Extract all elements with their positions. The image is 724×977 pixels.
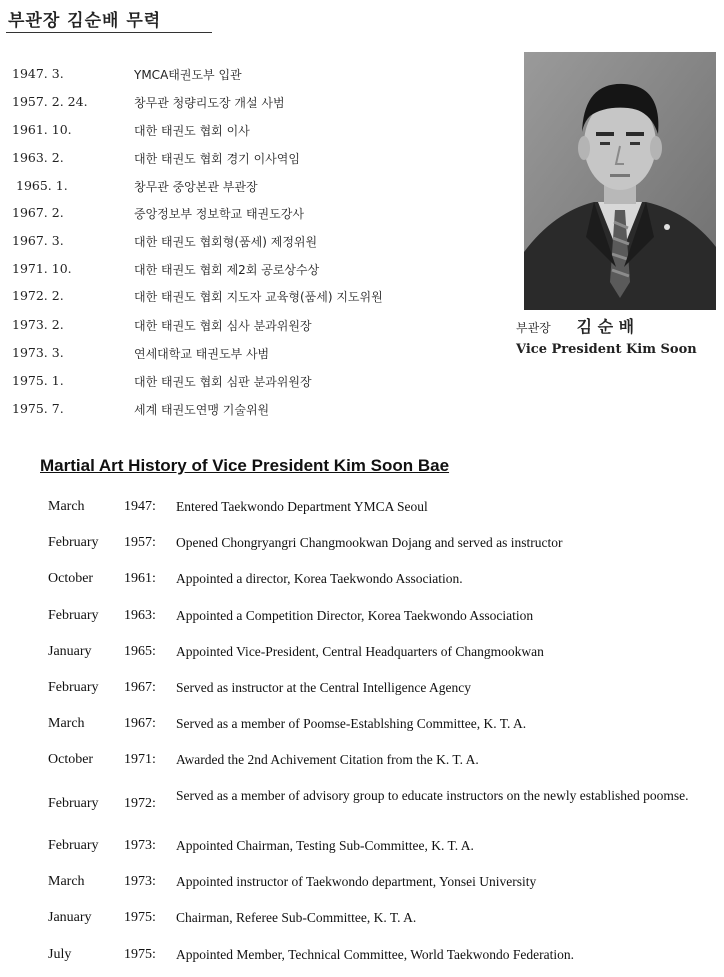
- english-text: Served as a member of advisory group to educate instructors on the newly established poomse.: [176, 788, 689, 803]
- english-year: 1971:: [124, 752, 156, 767]
- english-year: 1965:: [124, 644, 156, 659]
- english-text: Chairman, Referee Sub-Committee, K. T. A.: [176, 910, 417, 925]
- photo-caption-korean: [516, 314, 634, 337]
- korean-date: 1973. 2.: [12, 317, 64, 332]
- english-month: January: [48, 910, 92, 925]
- english-year: 1947:: [124, 499, 156, 514]
- english-month: March: [48, 716, 85, 731]
- english-text: Served as instructor at the Central Intelligence Agency: [176, 680, 472, 695]
- english-month: February: [48, 608, 99, 623]
- korean-text: 대한 태권도 협회 제2회 공로상수상: [134, 263, 320, 277]
- korean-date: 1967. 3.: [12, 233, 64, 248]
- photo-caption-english: Vice President Kim Soon: [516, 342, 697, 357]
- english-text: Entered Taekwondo Department YMCA Seoul: [176, 499, 428, 514]
- english-month: January: [48, 644, 92, 659]
- title-underline: [6, 32, 212, 33]
- caption-name: 김 순 배: [576, 317, 635, 336]
- english-text: Opened Chongryangri Changmookwan Dojang and served as instructor: [176, 535, 563, 550]
- korean-text: 대한 태권도 협회 심사 분과위원장: [134, 319, 312, 333]
- english-month: July: [48, 947, 72, 962]
- english-month: March: [48, 499, 85, 514]
- english-month: October: [48, 571, 94, 586]
- korean-title: 부관장 김순배 무력: [8, 11, 162, 31]
- portrait-illustration: [524, 52, 716, 310]
- english-year: 1975:: [124, 910, 156, 925]
- korean-date: 1967. 2.: [12, 205, 64, 220]
- english-year: 1961:: [124, 571, 156, 586]
- korean-date: 1947. 3.: [12, 66, 64, 81]
- korean-text: 창무관 청량리도장 개설 사범: [134, 96, 285, 110]
- english-year: 1972:: [124, 796, 156, 811]
- korean-date: 1961. 10.: [12, 122, 72, 137]
- korean-date: 1965. 1.: [16, 178, 68, 193]
- english-text: Awarded the 2nd Achivement Citation from the K. T. A.: [176, 752, 479, 767]
- english-text: Served as a member of Poomse-Establshing Committee, K. T. A.: [176, 716, 527, 731]
- korean-date: 1957. 2. 24.: [12, 94, 88, 109]
- english-text: Appointed a director, Korea Taekwondo Association.: [176, 571, 463, 586]
- english-month: March: [48, 874, 85, 889]
- korean-text: 중앙정보부 정보학교 태권도강사: [134, 207, 304, 221]
- english-text: Appointed Vice-President, Central Headquarters of Changmookwan: [176, 644, 544, 659]
- korean-date: 1972. 2.: [12, 288, 64, 303]
- korean-text: 창무관 중앙본관 부관장: [134, 180, 258, 194]
- english-month: February: [48, 838, 99, 853]
- korean-text: 세계 태권도연맹 기술위원: [134, 403, 270, 417]
- korean-date: 1975. 1.: [12, 373, 64, 388]
- korean-date: 1973. 3.: [12, 345, 64, 360]
- english-year: 1973:: [124, 874, 156, 889]
- korean-text: YMCA태권도부 입관: [134, 68, 242, 82]
- english-month: October: [48, 752, 94, 767]
- korean-text: 대한 태권도 협회형(품세) 제정위원: [134, 235, 318, 249]
- korean-date: 1975. 7.: [12, 401, 64, 416]
- english-year: 1967:: [124, 716, 156, 731]
- english-year: 1973:: [124, 838, 156, 853]
- english-text: Appointed instructor of Taekwondo department, Yonsei University: [176, 874, 537, 889]
- english-year: 1975:: [124, 947, 156, 962]
- english-year: 1967:: [124, 680, 156, 695]
- english-month: February: [48, 796, 99, 811]
- korean-text: 연세대학교 태권도부 사범: [134, 347, 270, 361]
- english-title: Martial Art History of Vice President Kim Soon Bae: [40, 456, 450, 475]
- english-text: Appointed a Competition Director, Korea Taekwondo Association: [176, 608, 534, 623]
- caption-role: 부관장: [516, 321, 551, 335]
- korean-date: 1963. 2.: [12, 150, 64, 165]
- english-year: 1963:: [124, 608, 156, 623]
- english-month: February: [48, 680, 99, 695]
- english-year: 1957:: [124, 535, 156, 550]
- english-text: Appointed Member, Technical Committee, World Taekwondo Federation.: [176, 947, 575, 962]
- korean-text: 대한 태권도 협회 경기 이사역임: [134, 152, 300, 166]
- english-text: Appointed Chairman, Testing Sub-Committee, K. T. A.: [176, 838, 474, 853]
- korean-text: 대한 태권도 협회 심판 분과위원장: [134, 375, 312, 389]
- portrait-photo: [524, 52, 716, 310]
- korean-date: 1971. 10.: [12, 261, 72, 276]
- korean-text: 대한 태권도 협회 이사: [134, 124, 250, 138]
- korean-text: 대한 태권도 협회 지도자 교육형(품세) 지도위원: [134, 290, 383, 304]
- english-month: February: [48, 535, 99, 550]
